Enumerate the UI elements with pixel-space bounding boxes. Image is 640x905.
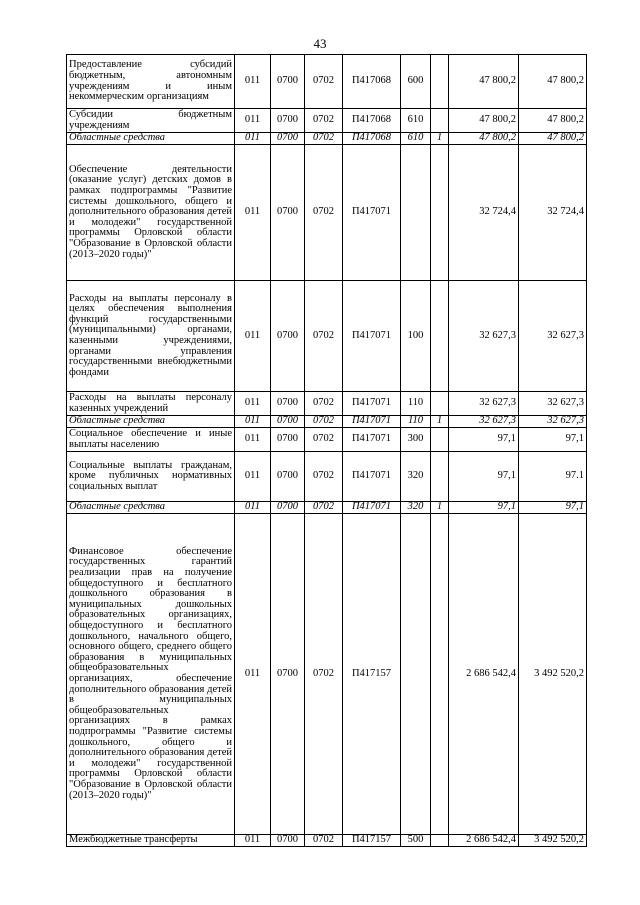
table-row xyxy=(67,416,587,428)
target-article-cell: П417071 xyxy=(343,452,401,502)
table-row xyxy=(67,514,587,835)
amount-year1-cell: 97,1 xyxy=(449,502,519,514)
table-row xyxy=(67,109,587,133)
funding-source-cell xyxy=(431,109,449,133)
amount-year1-cell: 2 686 542,4 xyxy=(449,835,519,847)
section-code-cell: 0700 xyxy=(271,55,305,109)
table-row xyxy=(67,392,587,416)
funding-source-cell xyxy=(431,145,449,281)
table-row xyxy=(67,835,587,847)
subsection-code-cell: 0702 xyxy=(305,145,343,281)
target-article-cell: П417071 xyxy=(343,392,401,416)
amount-year2-cell: 32 627,3 xyxy=(519,281,587,392)
row-name-cell: Областные средства xyxy=(67,502,235,514)
amount-year1-cell: 2 686 542,4 xyxy=(449,514,519,835)
page-number: 43 xyxy=(313,36,327,51)
amount-year1-cell: 47 800,2 xyxy=(449,133,519,145)
amount-year2-cell: 97,1 xyxy=(519,428,587,452)
target-article-cell: П417068 xyxy=(343,133,401,145)
subsection-code-cell: 0702 xyxy=(305,55,343,109)
amount-year1-cell: 47 800,2 xyxy=(449,109,519,133)
expense-type-cell xyxy=(401,514,431,835)
subsection-code-cell: 0702 xyxy=(305,392,343,416)
ministry-code-cell: 011 xyxy=(235,133,271,145)
target-article-cell: П417071 xyxy=(343,428,401,452)
section-code-cell: 0700 xyxy=(271,835,305,847)
funding-source-cell: 1 xyxy=(431,416,449,428)
section-code-cell: 0700 xyxy=(271,502,305,514)
table-row xyxy=(67,133,587,145)
amount-year2-cell: 47 800,2 xyxy=(519,133,587,145)
subsection-code-cell: 0702 xyxy=(305,428,343,452)
row-name-cell: Расходы на выплаты персоналу казенных учреждений xyxy=(67,392,235,416)
expense-type-cell: 320 xyxy=(401,502,431,514)
funding-source-cell xyxy=(431,392,449,416)
section-code-cell: 0700 xyxy=(271,428,305,452)
target-article-cell: П417157 xyxy=(343,514,401,835)
target-article-cell: П417071 xyxy=(343,145,401,281)
row-name-cell: Финансовое обеспечение государственных гарантий реализации прав на получение общедоступного и бесплатного дошкольного образования в муниципальных дошкольных образовательных организациях, общедоступного и бесплатного дошкольного, начального общего, основного общего, среднего общего образования в муниципальных общеобразовательных организациях, обеспечение дополнительного образования детей в муниципальных общеобразовательных организациях в рамках подпрограммы "Развитие системы дошкольного, общего и дополнительного образования детей и молодежи" государственной программы Орловской области "Образование в Орловской области (2013–2020 годы)" xyxy=(67,514,235,835)
funding-source-cell xyxy=(431,55,449,109)
funding-source-cell xyxy=(431,452,449,502)
subsection-code-cell: 0702 xyxy=(305,452,343,502)
amount-year1-cell: 97,1 xyxy=(449,452,519,502)
table-row xyxy=(67,145,587,281)
amount-year1-cell: 32 724,4 xyxy=(449,145,519,281)
amount-year2-cell: 47 800,2 xyxy=(519,55,587,109)
row-name-cell: Социальные выплаты гражданам, кроме публичных нормативных социальных выплат xyxy=(67,452,235,502)
section-code-cell: 0700 xyxy=(271,416,305,428)
expense-type-cell: 100 xyxy=(401,281,431,392)
target-article-cell: П417068 xyxy=(343,109,401,133)
section-code-cell: 0700 xyxy=(271,145,305,281)
row-name-cell: Областные средства xyxy=(67,416,235,428)
amount-year2-cell: 3 492 520,2 xyxy=(519,514,587,835)
amount-year2-cell: 97.1 xyxy=(519,452,587,502)
funding-source-cell: 1 xyxy=(431,502,449,514)
funding-source-cell xyxy=(431,281,449,392)
subsection-code-cell: 0702 xyxy=(305,109,343,133)
amount-year1-cell: 47 800,2 xyxy=(449,55,519,109)
ministry-code-cell: 011 xyxy=(235,428,271,452)
row-name-cell: Субсидии бюджетным учреждениям xyxy=(67,109,235,133)
target-article-cell: П417071 xyxy=(343,502,401,514)
amount-year1-cell: 32 627,3 xyxy=(449,281,519,392)
target-article-cell: П417068 xyxy=(343,55,401,109)
target-article-cell: П417071 xyxy=(343,281,401,392)
funding-source-cell xyxy=(431,835,449,847)
section-code-cell: 0700 xyxy=(271,514,305,835)
table-row xyxy=(67,55,587,109)
ministry-code-cell: 011 xyxy=(235,416,271,428)
table-row xyxy=(67,452,587,502)
section-code-cell: 0700 xyxy=(271,452,305,502)
row-name-cell: Обеспечение деятельности (оказание услуг) детских домов в рамках подпрограммы "Развитие системы дошкольного, общего и дополнительного образования детей и молодежи" государственной программы Орловской области "Образование в Орловской области (2013–2020 годы)" xyxy=(67,145,235,281)
section-code-cell: 0700 xyxy=(271,392,305,416)
amount-year1-cell: 97,1 xyxy=(449,428,519,452)
subsection-code-cell: 0702 xyxy=(305,502,343,514)
amount-year2-cell: 32 627,3 xyxy=(519,392,587,416)
expense-type-cell: 610 xyxy=(401,109,431,133)
row-name-cell: Межбюджетные трансферты xyxy=(67,835,235,847)
expense-type-cell xyxy=(401,145,431,281)
ministry-code-cell: 011 xyxy=(235,392,271,416)
table-row xyxy=(67,502,587,514)
table-row xyxy=(67,281,587,392)
table-row xyxy=(67,428,587,452)
subsection-code-cell: 0702 xyxy=(305,281,343,392)
expense-type-cell: 320 xyxy=(401,452,431,502)
funding-source-cell xyxy=(431,514,449,835)
ministry-code-cell: 011 xyxy=(235,452,271,502)
expense-type-cell: 610 xyxy=(401,133,431,145)
ministry-code-cell: 011 xyxy=(235,835,271,847)
ministry-code-cell: 011 xyxy=(235,109,271,133)
target-article-cell: П417157 xyxy=(343,835,401,847)
amount-year1-cell: 32 627,3 xyxy=(449,416,519,428)
subsection-code-cell: 0702 xyxy=(305,133,343,145)
row-name-cell: Социальное обеспечение и иные выплаты населению xyxy=(67,428,235,452)
amount-year2-cell: 32 724,4 xyxy=(519,145,587,281)
target-article-cell: П417071 xyxy=(343,416,401,428)
section-code-cell: 0700 xyxy=(271,281,305,392)
ministry-code-cell: 011 xyxy=(235,514,271,835)
amount-year2-cell: 97,1 xyxy=(519,502,587,514)
ministry-code-cell: 011 xyxy=(235,145,271,281)
ministry-code-cell: 011 xyxy=(235,281,271,392)
section-code-cell: 0700 xyxy=(271,109,305,133)
amount-year2-cell: 47 800,2 xyxy=(519,109,587,133)
funding-source-cell xyxy=(431,428,449,452)
ministry-code-cell: 011 xyxy=(235,55,271,109)
table-body xyxy=(67,55,587,847)
expense-type-cell: 600 xyxy=(401,55,431,109)
funding-source-cell: 1 xyxy=(431,133,449,145)
row-name-cell: Предоставление субсидий бюджетным, автономным учреждениям и иным некоммерческим организациям xyxy=(67,55,235,109)
amount-year2-cell: 3 492 520,2 xyxy=(519,835,587,847)
expense-type-cell: 110 xyxy=(401,392,431,416)
amount-year2-cell: 32 627,3 xyxy=(519,416,587,428)
expense-type-cell: 500 xyxy=(401,835,431,847)
ministry-code-cell: 011 xyxy=(235,502,271,514)
subsection-code-cell: 0702 xyxy=(305,514,343,835)
row-name-cell: Расходы на выплаты персоналу в целях обеспечения выполнения функций государственными (муниципальными) органами, казенными учреждениями, органами управления государственными внебюджетными фондами xyxy=(67,281,235,392)
amount-year1-cell: 32 627,3 xyxy=(449,392,519,416)
subsection-code-cell: 0702 xyxy=(305,835,343,847)
expense-type-cell: 300 xyxy=(401,428,431,452)
budget-table xyxy=(66,54,587,847)
subsection-code-cell: 0702 xyxy=(305,416,343,428)
section-code-cell: 0700 xyxy=(271,133,305,145)
expense-type-cell: 110 xyxy=(401,416,431,428)
row-name-cell: Областные средства xyxy=(67,133,235,145)
